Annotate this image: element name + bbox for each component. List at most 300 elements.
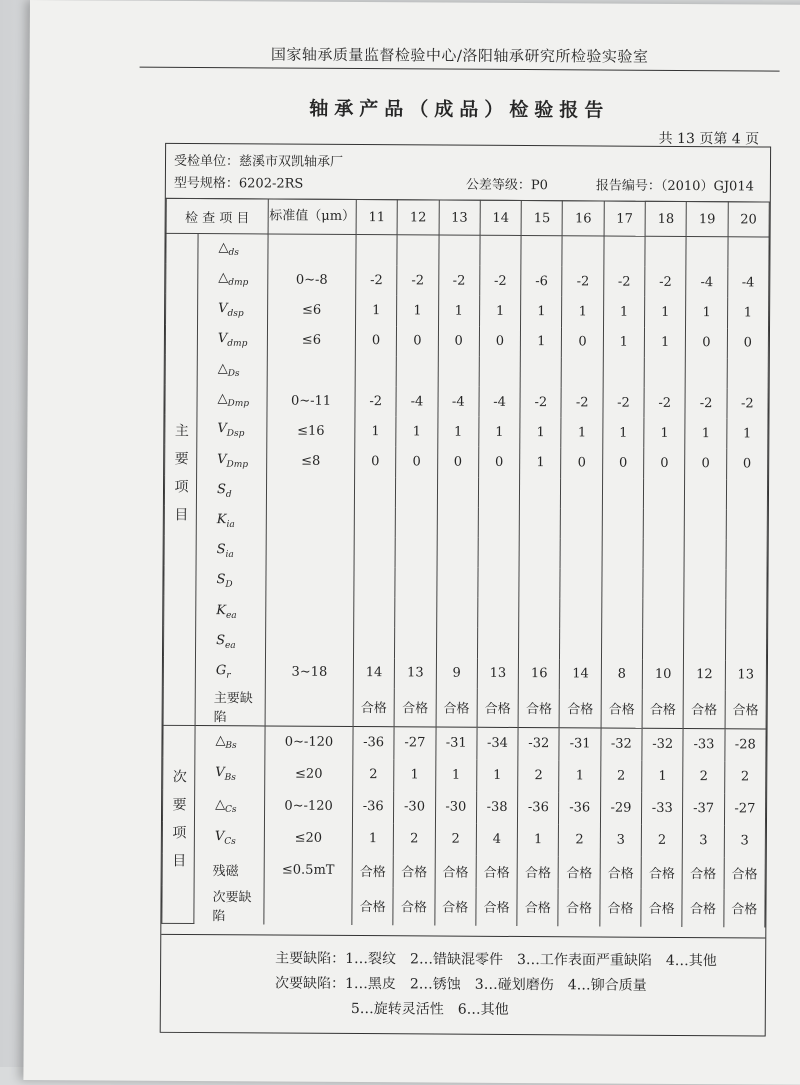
main-param-2	[198, 294, 268, 325]
value-cell	[519, 568, 560, 598]
value-cell	[354, 597, 395, 627]
main-param-10	[196, 536, 266, 567]
value-cell	[561, 508, 602, 538]
value-cell: 1	[352, 823, 393, 855]
value-cell: 合格	[724, 857, 766, 889]
value-cell: 0	[355, 446, 396, 476]
value-cell	[561, 538, 602, 568]
main-param-3	[197, 325, 267, 356]
legend-minor-item: 4…铆合质量	[567, 977, 647, 994]
table-row	[166, 233, 769, 267]
value-cell	[725, 600, 767, 630]
value-cell: 14	[353, 658, 394, 688]
report-sheet	[23, 0, 800, 1085]
value-cell	[395, 597, 436, 627]
value-cell: -31	[559, 728, 600, 761]
value-cell: 1	[355, 416, 396, 446]
value-cell: -2	[480, 266, 521, 296]
value-cell: -36	[352, 791, 393, 823]
value-cell: 1	[517, 824, 558, 856]
standard-cell: 3~18	[265, 657, 353, 688]
value-cell: 1	[438, 296, 479, 326]
value-cell: -34	[477, 727, 518, 760]
standard-cell: 0~-8	[268, 265, 356, 296]
info-block	[166, 144, 770, 203]
value-cell	[438, 235, 479, 266]
value-cell: 0	[396, 447, 437, 477]
value-cell: 1	[561, 417, 602, 447]
value-cell: -2	[603, 387, 644, 417]
header-rule	[140, 67, 780, 72]
value-cell: -2	[644, 388, 685, 418]
value-cell: 合格	[641, 889, 683, 927]
value-cell: 2	[394, 823, 435, 855]
minor-param-1	[195, 758, 265, 790]
value-cell: 0	[478, 447, 519, 477]
defect-legend	[161, 934, 766, 1037]
main-defect-label: 主要缺陷	[195, 687, 265, 726]
value-cell	[686, 358, 727, 388]
main-param-9	[196, 506, 266, 537]
minor-param-2	[194, 790, 264, 822]
col-header-item: 检 查 项 目	[166, 198, 268, 234]
sample-header: 12	[397, 200, 439, 235]
table-row	[165, 385, 768, 419]
value-cell: -32	[518, 727, 559, 760]
institute-header: 国家轴承质量监督检验中心/洛阳轴承研究所检验实验室	[270, 45, 649, 66]
table-row	[164, 506, 767, 540]
value-cell: 合格	[600, 856, 641, 888]
value-cell: -38	[476, 792, 517, 824]
value-cell: 0	[437, 447, 478, 477]
value-cell	[727, 358, 769, 388]
value-cell: 2	[518, 760, 559, 792]
standard-cell	[267, 355, 355, 386]
value-cell	[602, 508, 643, 538]
param-symbol: V	[215, 765, 225, 781]
value-cell	[396, 477, 437, 507]
value-cell: 0	[685, 448, 726, 478]
sample-header: 15	[521, 201, 563, 236]
value-cell: 16	[518, 659, 559, 689]
value-cell: -6	[521, 266, 562, 296]
param-symbol: △	[215, 797, 226, 813]
param-subscript: dsp	[227, 308, 244, 319]
sample-header: 16	[563, 201, 605, 236]
param-symbol: △	[218, 270, 229, 286]
value-cell: -27	[394, 727, 435, 760]
value-cell	[644, 358, 685, 388]
value-cell	[560, 629, 601, 659]
value-cell	[560, 599, 601, 629]
value-cell: -4	[396, 386, 437, 416]
standard-cell: ≤20	[265, 758, 353, 791]
minor-defect-label: 次要缺陷	[194, 886, 264, 924]
value-cell: 1	[479, 417, 520, 447]
value-cell: 合格	[517, 856, 558, 888]
value-cell: 14	[560, 659, 601, 689]
value-cell: -33	[683, 728, 724, 761]
sample-header: 18	[645, 201, 687, 236]
main-param-0	[198, 234, 268, 265]
value-cell: -36	[518, 792, 559, 824]
value-cell: 0	[561, 448, 602, 478]
param-symbol: V	[214, 829, 225, 845]
value-cell: 1	[645, 297, 686, 327]
value-cell: 合格	[559, 856, 600, 888]
param-symbol: K	[216, 512, 227, 528]
value-cell: 合格	[476, 888, 518, 926]
value-cell: 合格	[477, 689, 519, 728]
model-label: 型号规格：	[173, 175, 239, 192]
value-cell: 合格	[641, 857, 682, 889]
value-cell	[395, 567, 436, 597]
param-symbol: V	[217, 331, 228, 347]
standard-cell: ≤6	[268, 295, 356, 326]
value-cell: -30	[394, 791, 435, 823]
standard-cell	[265, 687, 353, 726]
value-cell: 0	[562, 327, 603, 357]
param-symbol: G	[215, 663, 227, 679]
legend-minor-label: 次要缺陷：	[274, 975, 346, 992]
value-cell: 2	[600, 760, 641, 792]
standard-cell	[266, 597, 354, 628]
value-cell	[645, 236, 686, 267]
value-cell	[604, 236, 645, 267]
value-cell: -2	[561, 387, 602, 417]
value-cell	[521, 236, 562, 267]
value-cell: 1	[603, 418, 644, 448]
legend-main-item: 4…其他	[665, 952, 717, 970]
value-cell: -29	[600, 792, 641, 824]
legend-minor-item: 3…碰划磨伤	[474, 976, 554, 994]
value-cell	[684, 539, 725, 569]
value-cell: 合格	[725, 690, 767, 729]
report-title: 轴承产品（成品）检验报告	[309, 97, 610, 122]
value-cell	[562, 236, 603, 267]
value-cell: 3	[600, 824, 641, 856]
value-cell: 2	[724, 761, 766, 793]
value-cell	[519, 508, 560, 538]
standard-cell: ≤16	[267, 416, 355, 447]
table-row	[165, 415, 768, 449]
report-frame	[160, 143, 771, 1037]
value-cell: -32	[642, 728, 683, 761]
value-cell	[354, 507, 395, 537]
param-subscript: Ds	[227, 368, 240, 379]
value-cell: -2	[727, 388, 769, 418]
value-cell	[437, 537, 478, 567]
value-cell: 合格	[683, 690, 725, 729]
value-cell	[478, 568, 519, 598]
value-cell	[685, 479, 726, 509]
value-cell: 0	[727, 328, 769, 358]
value-cell: 1	[394, 759, 435, 791]
value-cell	[726, 479, 768, 509]
value-cell: 合格	[518, 689, 560, 728]
value-cell	[601, 599, 642, 629]
value-cell	[478, 538, 519, 568]
standard-cell	[268, 234, 356, 265]
main-param-1	[198, 264, 268, 295]
value-cell	[602, 538, 643, 568]
param-symbol: S	[216, 572, 226, 588]
value-cell	[395, 537, 436, 567]
table-row	[166, 264, 769, 298]
value-cell: -2	[645, 267, 686, 297]
param-symbol: △	[217, 391, 228, 407]
value-cell: -4	[479, 387, 520, 417]
value-cell: -2	[397, 265, 438, 295]
value-cell: 合格	[600, 888, 642, 926]
param-symbol: S	[216, 481, 226, 498]
param-subscript: ia	[226, 519, 235, 530]
value-cell: 合格	[558, 888, 600, 926]
param-symbol: △	[218, 240, 229, 256]
value-cell: 1	[397, 296, 438, 326]
value-cell	[684, 569, 725, 599]
legend-minor	[275, 973, 647, 995]
value-cell	[395, 628, 436, 658]
value-cell	[643, 478, 684, 508]
param-symbol: △	[217, 361, 228, 377]
standard-cell	[266, 476, 354, 507]
value-cell: 1	[437, 417, 478, 447]
value-cell: 2	[435, 823, 476, 855]
param-symbol: S	[216, 632, 226, 648]
value-cell: 合格	[393, 887, 435, 925]
value-cell: -28	[725, 729, 767, 762]
value-cell: 1	[727, 298, 769, 328]
param-symbol: S	[216, 542, 226, 558]
value-cell: 合格	[517, 888, 559, 926]
value-cell	[602, 478, 643, 508]
table-row	[165, 355, 768, 389]
value-cell: 10	[642, 659, 683, 689]
standard-cell: ≤6	[267, 325, 355, 356]
param-subscript: dmp	[228, 278, 249, 289]
value-cell: 13	[477, 658, 518, 688]
table-row	[162, 886, 765, 928]
param-subscript: Bs	[224, 772, 236, 783]
sample-header: 20	[728, 202, 770, 237]
value-cell: 8	[601, 659, 642, 689]
standard-cell: ≤8	[267, 446, 355, 477]
legend-main-item: 3…工作表面严重缺陷	[516, 951, 652, 969]
value-cell: 1	[520, 417, 561, 447]
value-cell	[478, 598, 519, 628]
value-cell	[684, 599, 725, 629]
tolerance-value: P0	[530, 178, 548, 194]
value-cell: -2	[685, 388, 726, 418]
value-cell	[519, 598, 560, 628]
value-cell: -2	[520, 387, 561, 417]
legend-minor-item: 1…黑皮	[344, 975, 396, 993]
value-cell: 0	[479, 326, 520, 356]
param-subscript: Dsp	[226, 429, 245, 440]
standard-cell: 0~-120	[265, 726, 353, 759]
value-cell	[354, 537, 395, 567]
value-cell	[725, 630, 767, 660]
value-cell: 2	[559, 824, 600, 856]
legend-main	[275, 948, 717, 971]
value-cell: 3	[724, 825, 766, 857]
value-cell	[354, 567, 395, 597]
minor-group-label: 次要项目	[170, 768, 187, 881]
value-cell: 2	[683, 761, 724, 793]
page-info: 共 13 页第 4 页	[658, 130, 760, 148]
param-subscript: Dmp	[226, 459, 249, 470]
value-cell	[643, 629, 684, 659]
table-row	[163, 758, 766, 794]
tolerance-grade	[466, 174, 548, 194]
value-cell: 1	[686, 297, 727, 327]
value-cell	[480, 235, 521, 266]
value-cell: -32	[601, 728, 642, 761]
minor-group	[162, 725, 195, 924]
main-param-6	[197, 415, 267, 446]
report-value: （2010）GJ014	[660, 178, 754, 195]
value-cell: 合格	[434, 887, 476, 925]
value-cell: -31	[435, 727, 476, 760]
value-cell: 合格	[353, 688, 395, 727]
value-cell	[602, 569, 643, 599]
value-cell	[685, 509, 726, 539]
sample-header: 11	[356, 199, 398, 234]
value-cell: 1	[520, 447, 561, 477]
param-subscript: D	[225, 580, 233, 591]
standard-cell: ≤0.5mT	[264, 854, 352, 887]
col-header-standard: 标准值（μm）	[268, 199, 356, 235]
inspected-unit	[174, 150, 343, 170]
sample-header: 17	[604, 201, 646, 236]
value-cell	[520, 478, 561, 508]
table-row	[163, 725, 766, 761]
standard-cell: ≤20	[264, 822, 352, 855]
param-subscript: Bs	[225, 740, 237, 751]
value-cell: 合格	[352, 887, 394, 925]
sample-header: 13	[439, 200, 481, 235]
param-subscript: r	[226, 670, 231, 681]
value-cell: 合格	[642, 690, 684, 729]
value-cell: 1	[644, 327, 685, 357]
table-row	[165, 445, 768, 479]
value-cell: 1	[644, 418, 685, 448]
value-cell: 1	[603, 297, 644, 327]
value-cell: -36	[353, 726, 394, 759]
param-subscript: ea	[224, 640, 236, 651]
value-cell: -36	[559, 792, 600, 824]
legend-minor-item: 5…旋转灵活性	[350, 1000, 444, 1018]
value-cell: 1	[396, 416, 437, 446]
value-cell: 0	[644, 448, 685, 478]
residual-label: 残磁	[194, 854, 264, 886]
page-content	[134, 1, 780, 1065]
inspection-table	[161, 198, 769, 928]
value-cell: 合格	[436, 688, 478, 727]
value-cell	[396, 507, 437, 537]
value-cell	[686, 237, 727, 268]
value-cell	[562, 357, 603, 387]
main-param-7	[197, 445, 267, 476]
param-symbol: V	[217, 451, 227, 467]
model-value: 6202-2RS	[238, 176, 304, 192]
main-group-label: 主要项目	[172, 423, 189, 536]
value-cell	[684, 629, 725, 659]
legend-minor-item: 2…锈蚀	[409, 976, 461, 993]
table-row	[164, 566, 767, 600]
value-cell	[726, 569, 768, 599]
value-cell: -30	[435, 791, 476, 823]
value-cell	[438, 356, 479, 386]
value-cell	[396, 356, 437, 386]
param-symbol: △	[215, 733, 226, 749]
main-param-14	[195, 657, 265, 688]
value-cell	[728, 237, 770, 268]
value-cell: -2	[603, 267, 644, 297]
table-row	[163, 656, 766, 690]
value-cell	[601, 629, 642, 659]
table-row	[164, 536, 767, 570]
main-param-8	[196, 476, 266, 507]
param-subscript: ds	[228, 248, 239, 259]
value-cell: 1	[479, 296, 520, 326]
value-cell: 13	[395, 658, 436, 688]
value-cell	[397, 235, 438, 266]
main-param-11	[196, 566, 266, 597]
param-symbol: V	[217, 421, 227, 437]
table-row	[164, 475, 767, 509]
value-cell: 合格	[560, 689, 602, 728]
value-cell: 2	[353, 759, 394, 791]
value-cell	[436, 598, 477, 628]
param-symbol: V	[218, 300, 228, 316]
value-cell: 合格	[394, 688, 436, 727]
legend-main-item: 2…错缺混零件	[410, 951, 504, 968]
value-cell: 0	[397, 326, 438, 356]
param-subscript: Cs	[225, 804, 237, 815]
main-param-4	[197, 355, 267, 386]
legend-minor-cont	[351, 998, 509, 1019]
value-cell	[561, 478, 602, 508]
value-cell: 合格	[724, 889, 766, 927]
value-cell: 1	[435, 759, 476, 791]
value-cell	[437, 477, 478, 507]
value-cell: 1	[559, 760, 600, 792]
value-cell: 合格	[352, 855, 393, 887]
value-cell: 合格	[435, 855, 476, 887]
table-row	[165, 324, 768, 358]
value-cell	[479, 357, 520, 387]
table-row	[163, 626, 766, 660]
value-cell	[726, 539, 768, 569]
value-cell	[643, 569, 684, 599]
value-cell: 3	[683, 825, 724, 857]
main-param-12	[196, 596, 266, 627]
value-cell: 1	[726, 418, 768, 448]
table-row	[164, 596, 767, 630]
table-row	[166, 294, 769, 328]
unit-value: 慈溪市双凯轴承厂	[238, 154, 344, 170]
value-cell: -37	[683, 793, 724, 825]
table-row	[162, 854, 765, 890]
value-cell	[436, 568, 477, 598]
model-spec	[174, 172, 304, 192]
main-group	[163, 233, 198, 725]
value-cell: 1	[521, 327, 562, 357]
value-cell	[603, 357, 644, 387]
value-cell: 0	[686, 328, 727, 358]
